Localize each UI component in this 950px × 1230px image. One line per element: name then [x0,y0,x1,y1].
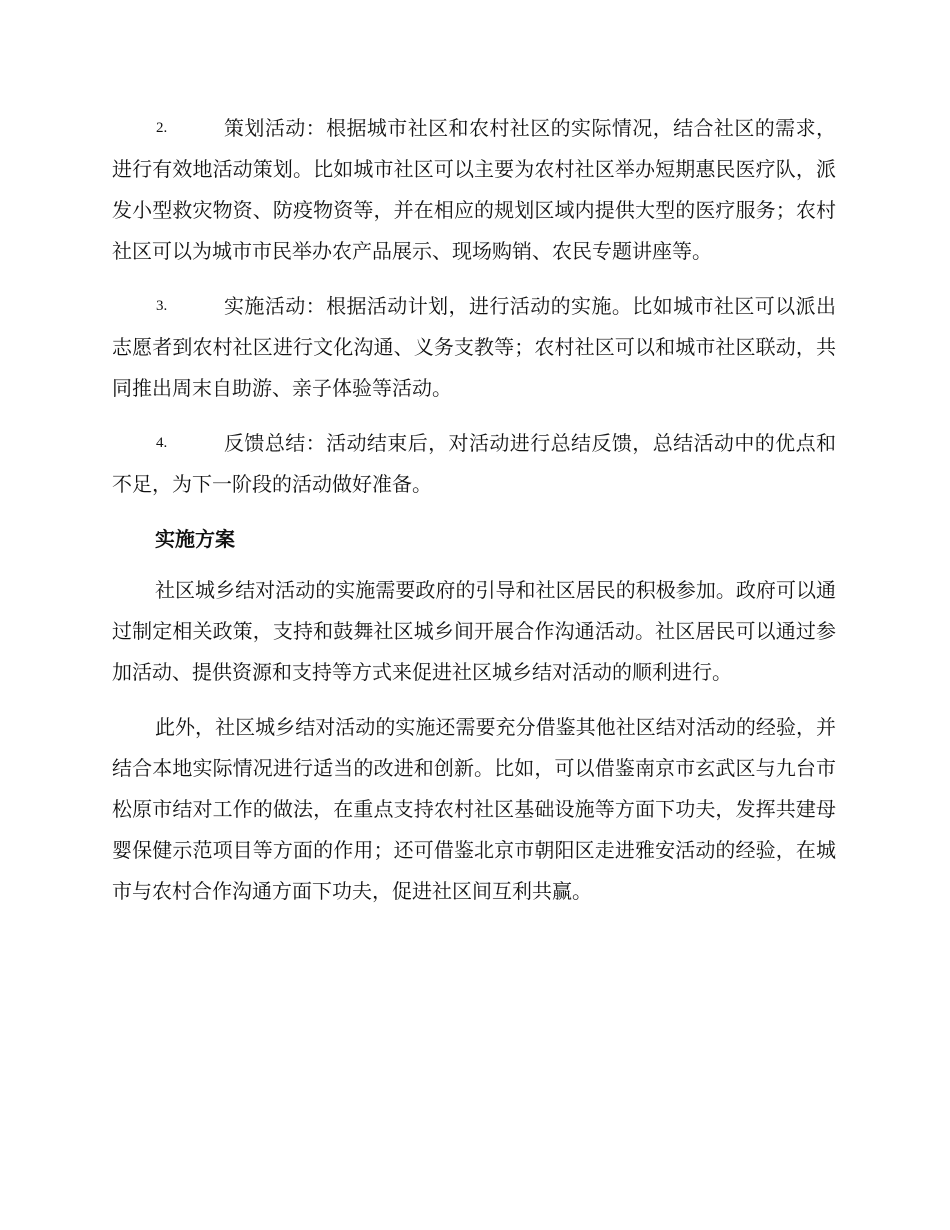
list-number: 2. [156,120,168,136]
list-number: 4. [156,435,168,451]
list-item [112,108,836,272]
list-item [112,423,836,505]
list-item-text: 实施活动：根据活动计划，进行活动的实施。比如城市社区可以派出志愿者到农村社区进行文化沟通、义务支教等；农村社区可以和城市社区联动，共同推出周末自助游、亲子体验等活动。 [112,294,836,400]
list-item-text: 反馈总结：活动结束后，对活动进行总结反馈，总结活动中的优点和不足，为下一阶段的活动做好准备。 [112,431,836,496]
list-item [112,286,836,409]
list-item-text: 策划活动：根据城市社区和农村社区的实际情况，结合社区的需求，进行有效地活动策划。比如城市社区可以主要为农村社区举办短期惠民医疗队，派发小型救灾物资、防疫物资等，并在相应的规划区域内提供大型的医疗服务；农村社区可以为城市市民举办农产品展示、现场购销、农民专题讲座等。 [112,116,836,263]
body-paragraph: 此外，社区城乡结对活动的实施还需要充分借鉴其他社区结对活动的经验，并结合本地实际情况进行适当的改进和创新。比如，可以借鉴南京市玄武区与九台市松原市结对工作的做法，在重点支持农村社区基础设施等方面下功夫，发挥共建母婴保健示范项目等方面的作用；还可借鉴北京市朝阳区走进雅安活动的经验，在城市与农村合作沟通方面下功夫，促进社区间互利共赢。 [112,715,836,903]
body-paragraph: 社区城乡结对活动的实施需要政府的引导和社区居民的积极参加。政府可以通过制定相关政策，支持和鼓舞社区城乡间开展合作沟通活动。社区居民可以通过参加活动、提供资源和支持等方式来促进社区城乡结对活动的顺利进行。 [112,578,836,684]
document-page [112,108,836,926]
list-number: 3. [156,298,168,314]
section-heading: 实施方案 [155,527,235,551]
